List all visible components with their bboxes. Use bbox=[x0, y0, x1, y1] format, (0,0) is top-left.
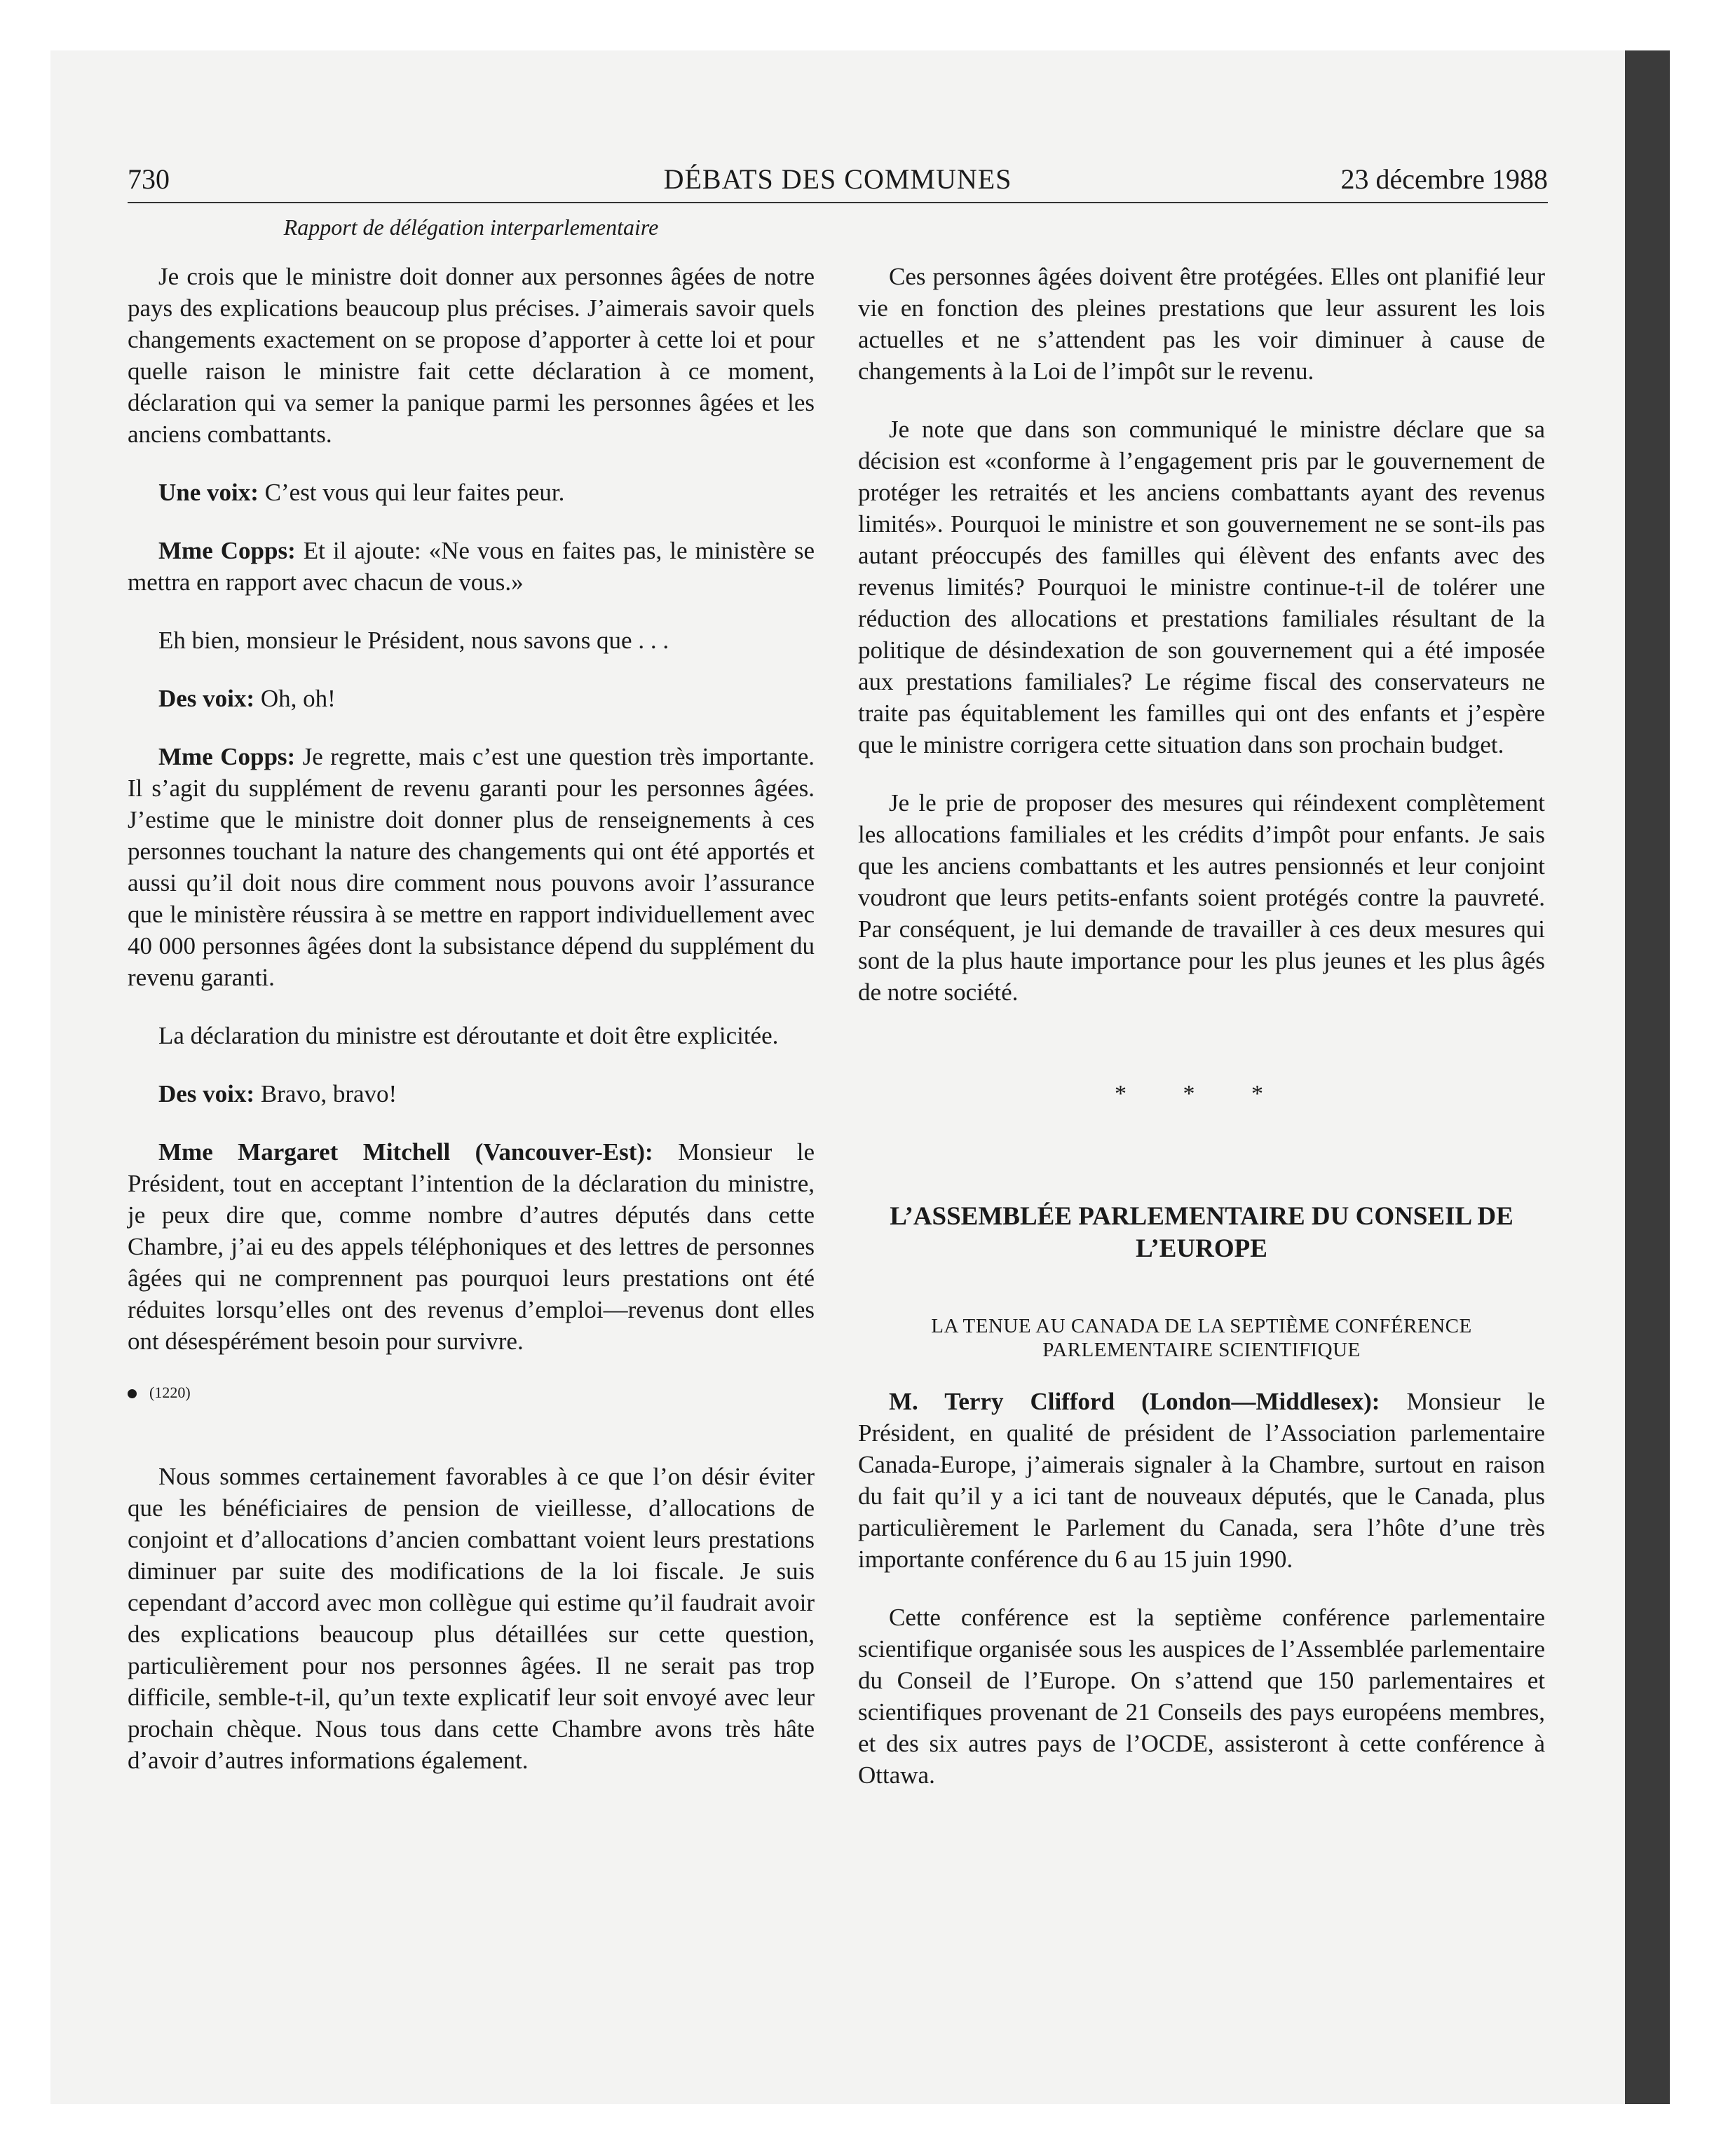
paragraph: Je le prie de proposer des mesures qui réindexent complètement les allocations familiales et les crédits d’impôt pour enfants. Je sais que les anciens combattants et les autres pensionnés et leur conjoint voudront que leurs petits-enfants soient protégés contre la pauvreté. Par conséquent, je lui demande de travailler à ces deux mesures qui sont de la plus haute importance pour les plus jeunes et les plus âgés de notre société. bbox=[858, 789, 1545, 1006]
page-number: 730 bbox=[128, 163, 170, 195]
speech-text: Monsieur le Président, tout en acceptant l’intention de la déclaration du ministre, je peux dire que, comme nombre d’autres députés dans cette Chambre, j’ai eu des appels téléphoniques et des lettres de personnes âgées qui ne comprennent pas pourquoi leurs prestations ont été réduites lorsqu’elles ont des revenus d’emploi—revenus dont elles ont désespérément besoin pour survivre. bbox=[128, 1138, 815, 1355]
paragraph bbox=[858, 1386, 1545, 1575]
speaker-name: Mme Copps: bbox=[158, 537, 296, 564]
speaker-name: Des voix: bbox=[158, 685, 255, 712]
paragraph bbox=[128, 535, 815, 598]
paragraph: Je crois que le ministre doit donner aux personnes âgées de notre pays des explications beaucoup plus précises. J’aimerais savoir quels changements exactement on se propose d’apporter à cette loi et pour quelle raison le ministre fait cette déclaration à ce moment, déclaration qui va semer la panique parmi les personnes âgées et les anciens combattants. bbox=[128, 263, 815, 448]
time-marker-text: (1220) bbox=[149, 1384, 191, 1401]
paragraph: Je note que dans son communiqué le ministre déclare que sa décision est «conforme à l’engagement pris par le gouvernement de protéger les retraités et les anciens combattants ayant des revenus limités». Pourquoi le ministre et son gouvernement ne se sont-ils pas autant préoccupés des familles qui élèvent des enfants avec des revenus limités? Pourquoi le ministre continue-t-il de tolérer une réduction des allocations et prestations familiales résultant de la politique de désindexation de son gouvernement qui a été imposée aux prestations familiales? Le régime fiscal des conservateurs ne traite pas équitablement les familles qui ont des enfants et j’espère que le ministre corrigera cette situation dans son prochain budget. bbox=[858, 416, 1545, 758]
section-subtitle: LA TENUE AU CANADA DE LA SEPTIÈME CONFÉRENCE PARLEMENTAIRE SCIENTIFIQUE bbox=[931, 1315, 1472, 1361]
speaker-name: Mme Copps: bbox=[158, 743, 296, 770]
speech-text: Oh, oh! bbox=[254, 685, 336, 712]
paragraph bbox=[128, 1078, 815, 1110]
speaker-name: M. Terry Clifford (London—Middlesex): bbox=[889, 1388, 1380, 1415]
page-header bbox=[128, 156, 1548, 203]
speech-text: C’est vous qui leur faites peur. bbox=[258, 479, 565, 506]
left-column bbox=[128, 261, 815, 1803]
page-binding-edge bbox=[1625, 50, 1670, 2104]
paragraph: Ces personnes âgées doivent être protégées. Elles ont planifié leur vie en fonction des pleines prestations que leur assurent les lois actuelles et ne s’attendent pas les voir diminuer à cause de changements à la Loi de l’impôt sur le revenu. bbox=[858, 263, 1545, 385]
paragraph bbox=[128, 1136, 815, 1357]
header-date: 23 décembre 1988 bbox=[1340, 163, 1548, 195]
speaker-name: Des voix: bbox=[158, 1080, 255, 1107]
paragraph bbox=[128, 683, 815, 714]
running-head: Rapport de délégation interparlementaire bbox=[283, 214, 659, 240]
speaker-name: Mme Margaret Mitchell (Vancouver-Est): bbox=[158, 1138, 653, 1166]
paragraph: La déclaration du ministre est déroutante et doit être explicitée. bbox=[158, 1022, 779, 1049]
publication-title: DÉBATS DES COMMUNES bbox=[663, 163, 1012, 195]
paragraph: Cette conférence est la septième conférence parlementaire scientifique organisée sous les auspices de l’Assemblée parlementaire du Conseil de l’Europe. On s’attend que 150 parlementaires et scientifiques provenant de 21 Conseils des pays européens membres, et des six autres pays de l’OCDE, assisteront à cette conférence à Ottawa. bbox=[858, 1604, 1545, 1789]
speech-text: Monsieur le Président, en qualité de président de l’Association parlementaire Canada-Europe, j’aimerais signaler à la Chambre, surtout en raison du fait qu’il y a ici tant de nouveaux députés, que le Canada, plus particulièrement le Parlement du Canada, sera l’hôte d’une très importante conférence du 6 au 15 juin 1990. bbox=[858, 1388, 1546, 1573]
speech-text: Et il ajoute: «Ne vous en faites pas, le ministère se mettra en rapport avec chacun de vous.» bbox=[128, 537, 815, 596]
speaker-name: Une voix: bbox=[158, 479, 259, 506]
speech-text: Bravo, bravo! bbox=[254, 1080, 397, 1107]
paragraph: Nous sommes certainement favorables à ce que l’on désir éviter que les bénéficiaires de pension de vieillesse, d’allocations de conjoint et d’allocations d’ancien combattant voient leurs prestations diminuer par suite des modifications de la loi fiscale. Je suis cependant d’accord avec mon collègue qui estime qu’il faudrait avoir des explications beaucoup plus détaillées sur cette question, particulièrement pour nos personnes âgées. Il ne serait pas trop difficile, semble-t-il, qu’un texte explicatif leur soit envoyé avec leur prochain chèque. Nous tous dans cette Chambre avons très hâte d’avoir d’autres informations également. bbox=[128, 1463, 815, 1774]
section-title: L’ASSEMBLÉE PARLEMENTAIRE DU CONSEIL DE L’EUROPE bbox=[890, 1202, 1513, 1263]
speech-text: Je regrette, mais c’est une question très importante. Il s’agit du supplément de revenu garanti pour les personnes âgées. J’estime que le ministre doit donner plus de renseignements à ces personnes touchant la nature des changements qui ont été apportés et aussi qu’il doit nous dire comment nous pouvons avoir l’assurance que le ministère réussira à se mettre en rapport individuellement avec 40 000 personnes âgées dont la subsistance dépend du supplément du revenu garanti. bbox=[128, 743, 815, 991]
bullet-icon bbox=[128, 1389, 137, 1398]
paragraph bbox=[128, 741, 815, 993]
paragraph bbox=[128, 477, 815, 508]
paragraph: Eh bien, monsieur le Président, nous savons que . . . bbox=[158, 627, 669, 654]
right-column bbox=[858, 261, 1545, 1817]
time-marker bbox=[128, 1384, 815, 1402]
section-separator: * * * bbox=[1115, 1081, 1288, 1107]
